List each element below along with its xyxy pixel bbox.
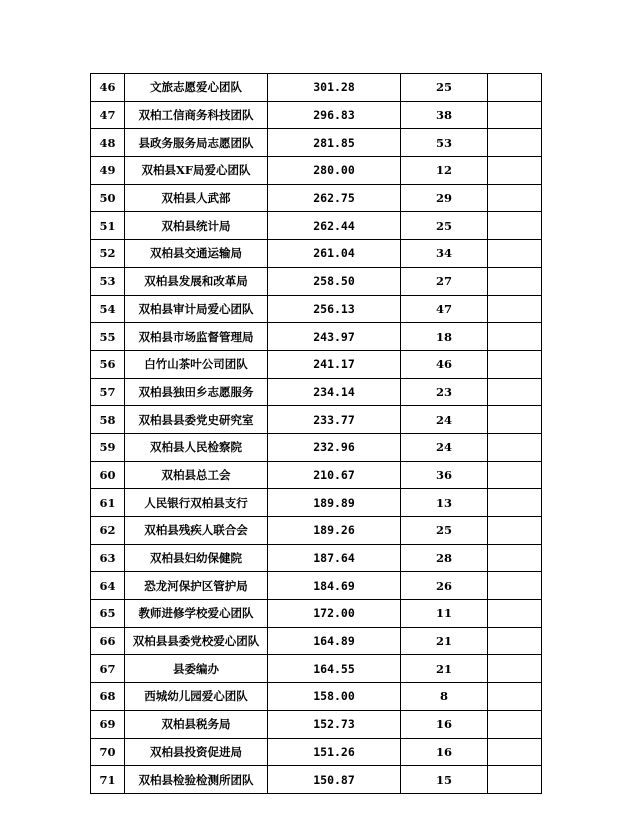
team-name-cell: 双柏县总工会 xyxy=(125,461,268,489)
row-number-cell: 60 xyxy=(91,461,125,489)
row-number-cell: 67 xyxy=(91,655,125,683)
score-cell: 189.26 xyxy=(268,517,401,545)
remark-cell xyxy=(488,517,542,545)
team-name-cell: 县委编办 xyxy=(125,655,268,683)
member-count-cell: 25 xyxy=(401,74,488,102)
row-number-cell: 61 xyxy=(91,489,125,517)
row-number-cell: 66 xyxy=(91,627,125,655)
score-cell: 151.26 xyxy=(268,738,401,766)
remark-cell xyxy=(488,600,542,628)
member-count-cell: 53 xyxy=(401,129,488,157)
table-row xyxy=(91,600,542,628)
ranking-table-body xyxy=(91,74,542,794)
ranking-table xyxy=(90,73,542,794)
member-count-cell: 16 xyxy=(401,710,488,738)
team-name-cell: 双柏县统计局 xyxy=(125,212,268,240)
remark-cell xyxy=(488,766,542,794)
row-number-cell: 62 xyxy=(91,517,125,545)
team-name-cell: 双柏工信商务科技团队 xyxy=(125,101,268,129)
table-row xyxy=(91,184,542,212)
row-number-cell: 70 xyxy=(91,738,125,766)
score-cell: 187.64 xyxy=(268,544,401,572)
score-cell: 158.00 xyxy=(268,683,401,711)
team-name-cell: 双柏县审计局爱心团队 xyxy=(125,295,268,323)
table-row xyxy=(91,489,542,517)
score-cell: 189.89 xyxy=(268,489,401,517)
table-row xyxy=(91,710,542,738)
score-cell: 172.00 xyxy=(268,600,401,628)
table-row xyxy=(91,267,542,295)
table-row xyxy=(91,766,542,794)
team-name-cell: 恐龙河保护区管护局 xyxy=(125,572,268,600)
team-name-cell: 双柏县XF局爱心团队 xyxy=(125,157,268,185)
member-count-cell: 24 xyxy=(401,433,488,461)
row-number-cell: 46 xyxy=(91,74,125,102)
team-name-cell: 白竹山茶叶公司团队 xyxy=(125,350,268,378)
score-cell: 280.00 xyxy=(268,157,401,185)
score-cell: 243.97 xyxy=(268,323,401,351)
table-row xyxy=(91,406,542,434)
team-name-cell: 双柏县县委党史研究室 xyxy=(125,406,268,434)
score-cell: 241.17 xyxy=(268,350,401,378)
team-name-cell: 双柏县交通运输局 xyxy=(125,240,268,268)
row-number-cell: 48 xyxy=(91,129,125,157)
remark-cell xyxy=(488,461,542,489)
row-number-cell: 68 xyxy=(91,683,125,711)
remark-cell xyxy=(488,295,542,323)
team-name-cell: 双柏县人武部 xyxy=(125,184,268,212)
remark-cell xyxy=(488,212,542,240)
remark-cell xyxy=(488,572,542,600)
row-number-cell: 49 xyxy=(91,157,125,185)
remark-cell xyxy=(488,544,542,572)
row-number-cell: 50 xyxy=(91,184,125,212)
score-cell: 164.55 xyxy=(268,655,401,683)
score-cell: 258.50 xyxy=(268,267,401,295)
remark-cell xyxy=(488,710,542,738)
score-cell: 262.44 xyxy=(268,212,401,240)
row-number-cell: 56 xyxy=(91,350,125,378)
row-number-cell: 52 xyxy=(91,240,125,268)
member-count-cell: 16 xyxy=(401,738,488,766)
row-number-cell: 58 xyxy=(91,406,125,434)
score-cell: 233.77 xyxy=(268,406,401,434)
score-cell: 184.69 xyxy=(268,572,401,600)
team-name-cell: 人民银行双柏县支行 xyxy=(125,489,268,517)
table-row xyxy=(91,74,542,102)
team-name-cell: 西城幼儿园爱心团队 xyxy=(125,683,268,711)
score-cell: 150.87 xyxy=(268,766,401,794)
team-name-cell: 县政务服务局志愿团队 xyxy=(125,129,268,157)
member-count-cell: 21 xyxy=(401,655,488,683)
score-cell: 232.96 xyxy=(268,433,401,461)
row-number-cell: 59 xyxy=(91,433,125,461)
member-count-cell: 47 xyxy=(401,295,488,323)
member-count-cell: 23 xyxy=(401,378,488,406)
team-name-cell: 文旅志愿爱心团队 xyxy=(125,74,268,102)
team-name-cell: 双柏县妇幼保健院 xyxy=(125,544,268,572)
remark-cell xyxy=(488,406,542,434)
remark-cell xyxy=(488,240,542,268)
table-row xyxy=(91,212,542,240)
table-row xyxy=(91,350,542,378)
row-number-cell: 54 xyxy=(91,295,125,323)
row-number-cell: 53 xyxy=(91,267,125,295)
member-count-cell: 24 xyxy=(401,406,488,434)
member-count-cell: 29 xyxy=(401,184,488,212)
score-cell: 281.85 xyxy=(268,129,401,157)
team-name-cell: 教师进修学校爱心团队 xyxy=(125,600,268,628)
member-count-cell: 15 xyxy=(401,766,488,794)
table-row xyxy=(91,378,542,406)
member-count-cell: 28 xyxy=(401,544,488,572)
table-row xyxy=(91,461,542,489)
row-number-cell: 47 xyxy=(91,101,125,129)
remark-cell xyxy=(488,129,542,157)
member-count-cell: 34 xyxy=(401,240,488,268)
table-row xyxy=(91,433,542,461)
table-row xyxy=(91,157,542,185)
team-name-cell: 双柏县县委党校爱心团队 xyxy=(125,627,268,655)
team-name-cell: 双柏县人民检察院 xyxy=(125,433,268,461)
remark-cell xyxy=(488,267,542,295)
team-name-cell: 双柏县投资促进局 xyxy=(125,738,268,766)
team-name-cell: 双柏县独田乡志愿服务 xyxy=(125,378,268,406)
member-count-cell: 26 xyxy=(401,572,488,600)
team-name-cell: 双柏县市场监督管理局 xyxy=(125,323,268,351)
score-cell: 261.04 xyxy=(268,240,401,268)
member-count-cell: 11 xyxy=(401,600,488,628)
table-row xyxy=(91,129,542,157)
member-count-cell: 27 xyxy=(401,267,488,295)
table-row xyxy=(91,101,542,129)
score-cell: 210.67 xyxy=(268,461,401,489)
score-cell: 301.28 xyxy=(268,74,401,102)
score-cell: 256.13 xyxy=(268,295,401,323)
table-row xyxy=(91,655,542,683)
remark-cell xyxy=(488,683,542,711)
remark-cell xyxy=(488,74,542,102)
score-cell: 234.14 xyxy=(268,378,401,406)
member-count-cell: 38 xyxy=(401,101,488,129)
team-name-cell: 双柏县发展和改革局 xyxy=(125,267,268,295)
row-number-cell: 71 xyxy=(91,766,125,794)
remark-cell xyxy=(488,323,542,351)
score-cell: 152.73 xyxy=(268,710,401,738)
score-cell: 262.75 xyxy=(268,184,401,212)
member-count-cell: 21 xyxy=(401,627,488,655)
row-number-cell: 57 xyxy=(91,378,125,406)
remark-cell xyxy=(488,378,542,406)
remark-cell xyxy=(488,433,542,461)
member-count-cell: 12 xyxy=(401,157,488,185)
member-count-cell: 25 xyxy=(401,212,488,240)
remark-cell xyxy=(488,489,542,517)
table-row xyxy=(91,240,542,268)
table-row xyxy=(91,517,542,545)
row-number-cell: 69 xyxy=(91,710,125,738)
remark-cell xyxy=(488,184,542,212)
member-count-cell: 8 xyxy=(401,683,488,711)
member-count-cell: 36 xyxy=(401,461,488,489)
row-number-cell: 55 xyxy=(91,323,125,351)
score-cell: 296.83 xyxy=(268,101,401,129)
remark-cell xyxy=(488,655,542,683)
row-number-cell: 65 xyxy=(91,600,125,628)
row-number-cell: 63 xyxy=(91,544,125,572)
remark-cell xyxy=(488,350,542,378)
remark-cell xyxy=(488,627,542,655)
member-count-cell: 46 xyxy=(401,350,488,378)
table-row xyxy=(91,323,542,351)
table-row xyxy=(91,683,542,711)
table-row xyxy=(91,295,542,323)
table-row xyxy=(91,544,542,572)
member-count-cell: 13 xyxy=(401,489,488,517)
table-row xyxy=(91,572,542,600)
row-number-cell: 64 xyxy=(91,572,125,600)
remark-cell xyxy=(488,101,542,129)
member-count-cell: 25 xyxy=(401,517,488,545)
remark-cell xyxy=(488,157,542,185)
team-name-cell: 双柏县检验检测所团队 xyxy=(125,766,268,794)
score-cell: 164.89 xyxy=(268,627,401,655)
team-name-cell: 双柏县税务局 xyxy=(125,710,268,738)
team-name-cell: 双柏县残疾人联合会 xyxy=(125,517,268,545)
member-count-cell: 18 xyxy=(401,323,488,351)
table-row xyxy=(91,627,542,655)
row-number-cell: 51 xyxy=(91,212,125,240)
remark-cell xyxy=(488,738,542,766)
table-row xyxy=(91,738,542,766)
